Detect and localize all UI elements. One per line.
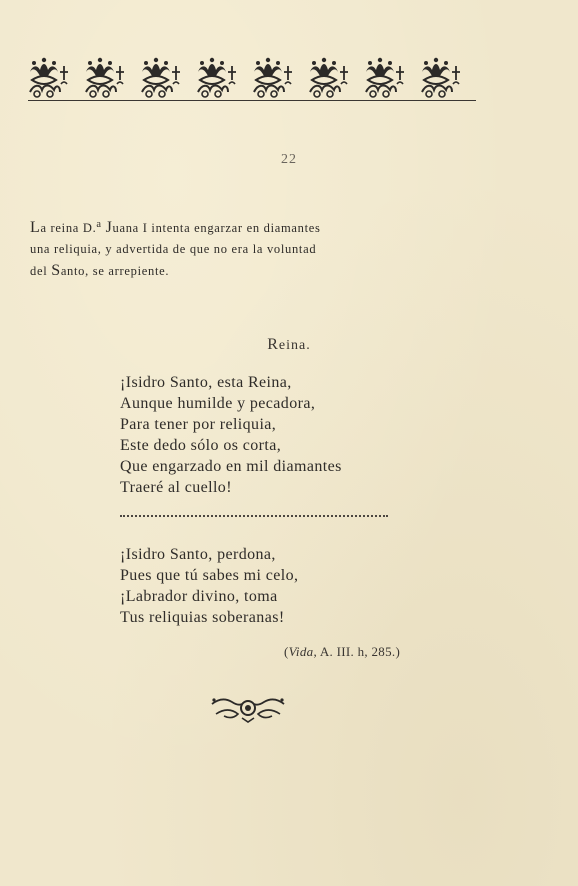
verse: Que engarzado en mil diamantes [120,458,342,475]
speaker-initial: R [267,336,279,353]
page-number [0,152,578,168]
heading-initial-2: J [105,219,113,237]
heading-line-1-b: uana I intenta engarzar en diamantes [112,221,321,236]
heading-line-3-b: anto, se arrepiente. [60,264,170,279]
speaker-rest: eina. [278,338,311,353]
header-rule [28,100,476,101]
verse: ¡Labrador divino, toma [120,588,278,605]
verse: Pues que tú sabes mi celo, [120,567,299,584]
ellipsis-divider [120,515,388,519]
verse: Tus reliquias soberanas! [120,609,285,626]
speaker-name [0,336,578,354]
verse: Aunque humilde y pecadora, [120,395,316,412]
heading-line-2: una reliquia, y advertida de que no era la voluntad [30,242,317,257]
heading-initial: L [30,219,41,237]
verse: ¡Isidro Santo, esta Reina, [120,374,292,391]
heading-initial-3: S [51,262,61,280]
verse: Para tener por reliquia, [120,416,277,433]
page-number-value: 22 [281,152,297,167]
citation-work: Vida [288,644,314,659]
heading-superscript: a [96,219,102,230]
heading-line-1 [30,214,480,239]
tailpiece-scroll-icon [208,694,288,724]
verse: Traeré al cuello! [120,479,232,496]
source-citation [284,644,400,660]
citation-rest: , A. III. h, 285.) [313,644,401,659]
heading-line-1-a: a reina D. [40,221,97,236]
heading-line-3-a: del [30,264,52,279]
floral-frieze-icon [28,50,476,102]
verse: ¡Isidro Santo, perdona, [120,546,276,563]
stanza-1 [120,372,342,498]
section-heading [30,214,480,282]
stanza-2 [120,544,298,628]
verse: Este dedo sólo os corta, [120,437,282,454]
heading-line-3 [30,260,480,282]
citation-open: ( [284,644,289,659]
